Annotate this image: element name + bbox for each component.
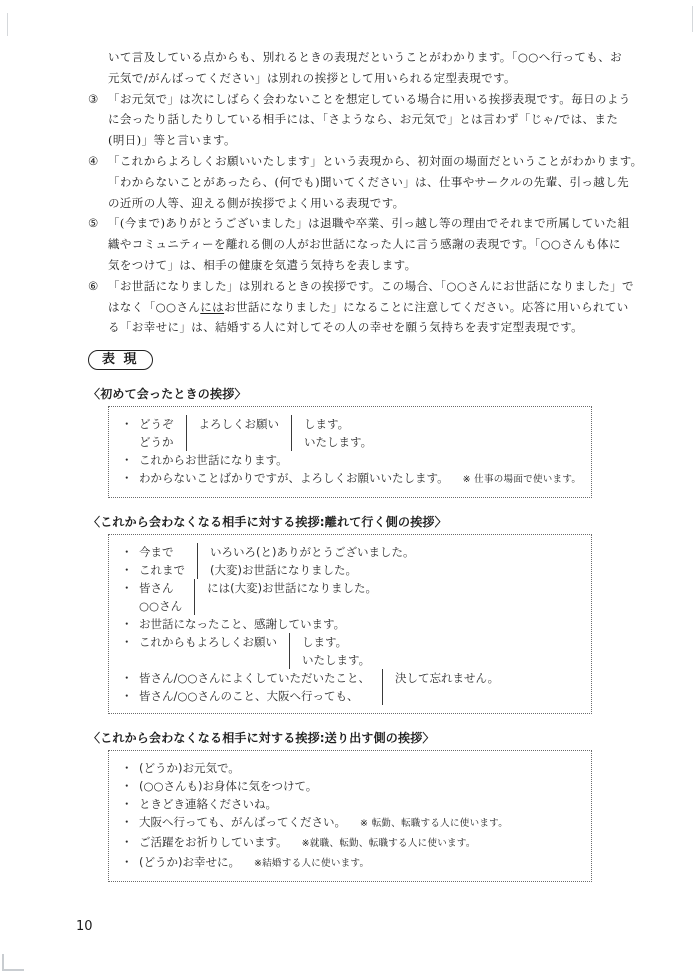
- bullet-dot: ・: [121, 797, 133, 812]
- branch-cell-with-bar: よろしくお願い: [186, 415, 292, 433]
- expression-row: [115, 469, 585, 489]
- expression-row: [115, 795, 585, 813]
- expression-box: [108, 750, 592, 882]
- branch-cell-with-bar: には(大変)お世話になりました。: [194, 579, 585, 597]
- expression-section-badge: [88, 350, 153, 370]
- branch-cell-with-bar: [186, 433, 292, 451]
- expression-row: [115, 813, 585, 833]
- intro-text: お世話になりました」になることに注意してください。応答に用いられてい: [224, 299, 629, 314]
- branch-cell: 皆さん/○○さんによくしていただいたこと、: [139, 671, 370, 686]
- scan-edge-mark-left: [7, 13, 8, 36]
- bullet-dot: ・: [121, 417, 133, 432]
- branch-cell-with-bar: いろいろ(と)ありがとうございました。: [197, 543, 585, 561]
- section-heading: 〈これから会わなくなる相手に対する挨拶:送り出す側の挨拶〉: [88, 731, 435, 746]
- expression-box: [108, 534, 592, 714]
- bullet-dot: ・: [121, 815, 133, 830]
- branch-cell-with-bar: します。: [291, 415, 585, 433]
- expression-text: (○○さんも)お身体に気をつけて。: [139, 779, 318, 794]
- intro-line: [88, 297, 629, 318]
- usage-note: ※ 仕事の場面で使います。: [462, 474, 582, 486]
- expression-badge-label: 表 現: [102, 352, 139, 368]
- bullet-dot: ・: [121, 855, 133, 870]
- expression-row: [115, 451, 585, 469]
- paragraph-marker: ⑤: [88, 216, 99, 231]
- bullet-dot: ・: [121, 835, 133, 850]
- expression-branch-group: [115, 415, 585, 451]
- bullet-dot: ・: [121, 779, 133, 794]
- expression-text: お世話になったこと、感謝しています。: [139, 617, 346, 632]
- section-heading: 〈これから会わなくなる相手に対する挨拶:離れて行く側の挨拶〉: [88, 515, 447, 530]
- bullet-dot: ・: [121, 617, 133, 632]
- underlined-text: には: [200, 299, 225, 314]
- branch-cell: これからもよろしくお願い: [139, 635, 277, 650]
- bullet-dot: ・: [121, 671, 133, 686]
- branch-cell-with-bar: (大変)お世話になりました。: [197, 561, 585, 579]
- branch-cell: どうぞ: [139, 417, 174, 432]
- branch-cell: 今まで: [139, 545, 174, 560]
- bullet-dot: ・: [121, 563, 133, 578]
- branch-cell: [139, 651, 289, 669]
- expression-branch-group: [115, 543, 585, 579]
- branch-cell: 皆さん: [139, 581, 174, 596]
- bullet-dot: ・: [121, 545, 133, 560]
- intro-line: ⑤ 「(今まで)ありがとうございました」は退職や卒業、引っ越し等の理由でそれまで所属していた組: [88, 213, 614, 234]
- branch-cell: 皆さん/○○さんのこと、大阪へ行っても、: [139, 689, 359, 704]
- expression-row: [115, 833, 585, 853]
- page-number: 10: [76, 919, 93, 934]
- intro-line: ③ 「お元気で」は次にしばらく会わないことを想定している場合に用いる挨拶表現です。毎日のよう: [88, 89, 614, 110]
- expression-box: [108, 406, 592, 498]
- expression-text: これからお世話になります。: [139, 453, 288, 468]
- intro-line: 元気で/がんばってください」は別れの挨拶として用いられる定型表現です。: [108, 70, 516, 85]
- bullet-dot: ・: [121, 689, 133, 704]
- intro-line: ⑥ 「お世話になりました」は別れるときの挨拶です。この場合、「○○さんにお世話になりました」で: [88, 276, 614, 297]
- expression-branch-group: [115, 669, 585, 705]
- bullet-dot: ・: [121, 471, 133, 486]
- expression-text: ご活躍をお祈りしています。 ※就職、転勤、転職する人に使います。: [139, 835, 476, 850]
- branch-cell-with-bar: いたします。: [291, 433, 585, 451]
- expression-row: [115, 777, 585, 795]
- expression-branch-group: [115, 579, 585, 615]
- branch-cell: どうか: [139, 435, 174, 450]
- bullet-dot: ・: [121, 635, 133, 650]
- expression-sections: [88, 386, 614, 882]
- intro-line: 織やコミュニティーを離れる側の人がお世話になった人に言う感謝の表現です。「○○さんも体に: [108, 237, 621, 252]
- bullet-spacer: [115, 651, 139, 669]
- branch-cell-with-bar: 決して忘れません。: [382, 669, 585, 687]
- intro-line: に会ったり話したりしている相手には、「さようなら、お元気で」とは言わず「じゃ/では、また: [108, 112, 619, 127]
- expression-branch-group: [115, 633, 585, 669]
- page-content: [88, 47, 643, 882]
- intro-line: の近所の人等、迎える側が挨拶でよく用いる表現です。: [108, 195, 405, 210]
- intro-line: いて言及している点からも、別れるときの表現だということがわかります。「○○へ行っても、お: [108, 50, 622, 64]
- intro-line: 「わからないことがあったら、(何でも)聞いてください」は、仕事やサークルの先輩、引っ越し先: [108, 174, 630, 189]
- scan-edge-mark-right: [692, 6, 693, 32]
- paragraph-marker: ④: [88, 153, 99, 168]
- branch-cell-with-bar: [382, 687, 585, 705]
- expression-text: ときどき連絡くださいね。: [139, 797, 277, 812]
- bullet-spacer: [115, 433, 139, 451]
- expression-row: [115, 759, 585, 777]
- branch-cell-with-bar: いたします。: [289, 651, 585, 669]
- expression-text: 大阪へ行っても、がんばってください。 ※ 転勤、転職する人に使います。: [139, 815, 509, 830]
- bullet-dot: ・: [121, 453, 133, 468]
- intro-text: はなく「○○さん: [108, 299, 201, 314]
- usage-note: ※結婚する人に使います。: [253, 858, 370, 870]
- intro-line: (明日)」等と言います。: [108, 133, 236, 148]
- branch-cell: これまで: [139, 563, 185, 578]
- intro-paragraphs: [88, 47, 643, 338]
- expression-text: (どうか)お元気で。: [139, 761, 240, 776]
- expression-row: [115, 615, 585, 633]
- intro-line: ④ 「これからよろしくお願いいたします」という表現から、初対面の場面だということがわかります。: [88, 151, 614, 172]
- section-heading: 〈初めて会ったときの挨拶〉: [88, 387, 247, 402]
- paragraph-marker: ③: [88, 91, 99, 106]
- intro-line: 気をつけて」は、相手の健康を気遣う気持ちを表します。: [108, 257, 417, 272]
- bullet-dot: ・: [121, 761, 133, 776]
- branch-cell-with-bar: [194, 597, 585, 615]
- expression-text: (どうか)お幸せに。 ※結婚する人に使います。: [139, 855, 370, 870]
- usage-note: ※ 転勤、転職する人に使います。: [360, 818, 509, 830]
- bullet-dot: ・: [121, 581, 133, 596]
- bullet-spacer: [115, 597, 139, 615]
- branch-cell-with-bar: します。: [289, 633, 585, 651]
- page-corner-mark: [2, 954, 24, 971]
- usage-note: ※就職、転勤、転職する人に使います。: [301, 838, 476, 850]
- intro-line: る「お幸せに」は、結婚する人に対してその人の幸せを願う気持ちを表す定型表現です。: [108, 320, 584, 335]
- expression-row: [115, 853, 585, 873]
- expression-text: わからないことばかりですが、よろしくお願いいたします。 ※ 仕事の場面で使います。: [139, 471, 582, 486]
- branch-cell: ○○さん: [139, 599, 183, 614]
- paragraph-marker: ⑥: [88, 278, 99, 293]
